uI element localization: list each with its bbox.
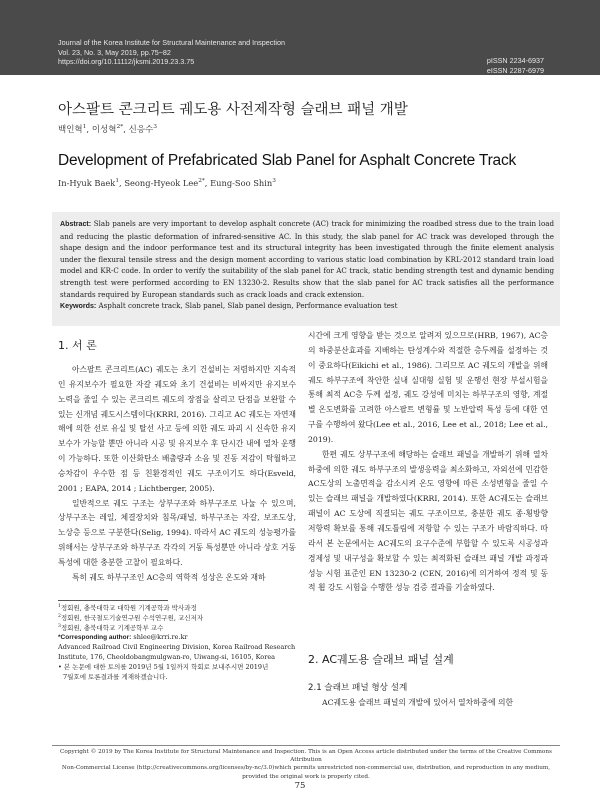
footnote-1 xyxy=(58,604,298,614)
copyright-line: Copyright © 2019 by The Korea Institute for Structural Maintenance and Inspection. This is an Open Access article distributed under the terms of the Creative Commons Attribution xyxy=(60,749,552,764)
footnote-3 xyxy=(58,624,298,634)
fn-mark: 2 xyxy=(58,613,61,619)
pissn: pISSN 2234-6937 xyxy=(486,56,544,65)
author-ko-1-sup: 1 xyxy=(82,123,87,131)
abstract-label: Abstract: xyxy=(60,220,92,228)
english-authors xyxy=(58,178,276,188)
journal-volume: Vol. 23, No. 3, May 2019, pp.75~82 xyxy=(58,47,171,57)
left-column xyxy=(58,363,296,586)
corr-email-link[interactable]: shlee@krri.re.kr xyxy=(131,633,188,642)
page-number: 75 xyxy=(294,781,306,791)
author-en-3: Eung-Soo Shin xyxy=(210,178,273,188)
paragraph: 특히 궤도 하부구조인 AC층의 역학적 성상은 온도와 재하 xyxy=(72,572,266,582)
paragraph: 시간에 크게 영향을 받는 것으로 알려져 있으므로(HRB, 1967), AC층의 하중분산효과를 지배하는 탄성계수와 적절한 층두께를 설정하는 것이 중요하다(Eikichi et al., 1986). 그리므로 AC 궤도의 개발을 위해 궤도 하부구조에 착안한 실내 실대형 실험 및 운행선 현장 부설시험을 통해 최적 AC층 두께 설정, 궤도 강성에 미치는 하부구조의 영향, 계절별 온도변화를 고려한 아스팔트 변형률 및 노반압력 특성 등에 대한 연구를 수행하여 왔다(Lee et al., 2016, Lee et al., 2018; Lee et al., 2019). xyxy=(308,331,548,444)
english-title: Development of Prefabricated Slab Panel for Asphalt Concrete Track xyxy=(58,152,517,169)
paragraph: 한편 궤도 상부구조에 해당하는 슬래브 패널을 개발하기 위해 열차 하중에 의한 궤도 하부구조의 발생응력을 최소화하고, 자외선에 민감한 AC도상의 노출면적을 감소시켜 온도 영향에 따른 소성변형을 줄일 수 있는 슬래브 패널을 개발하였다(KRRI, 2014). 또한 AC궤도는 슬래브 패널이 AC 도상에 직결되는 궤도 구조이므로, 충분한 궤도 종·횡방향 저항력 확보를 통해 궤도틀림에 저항할 수 있는 구조가 바람직하다. 따라서 본 논문에서는 AC궤도의 요구수준에 부합할 수 있도록 시공성과 경제성 및 내구성을 확보할 수 있는 최적화된 슬래브 패널 개발 과정과 성능 시험 표준인 EN 13230-2 (CEN, 2016)에 의거하여 정적 및 동적 휨 강도 시험을 수행한 성능 검증 결과를 기술하였다. xyxy=(308,449,548,593)
abstract-body: Slab panels are very important to develop asphalt concrete (AC) track for minimizing the roadbed stress due to the train load and reducing the plastic deformation of infrared-sensitive AC. In this study, the slab panel for AC track was developed through the shape design and the indoor performance test and its structural integrity has been investigated through the finite element analysis under the flexural tensile stress and the design moment according to various static load combination by KRL-2012 standard train load model and KR-C code. In order to verify the suitability of the slab panel for AC track, static bending strength test and dynamic bending strength test were performed according to EN 13230-2. Results show that the slab panel for AC track satisfies all the performance standards required by European standards such as crack loads and crack extension. xyxy=(60,219,554,299)
author-en-2-sup: 2* xyxy=(198,178,205,185)
author-en-1: In-Hyuk Baek xyxy=(58,178,116,188)
sep: , xyxy=(86,125,92,135)
address-line-1: Advanced Railroad Civil Engineering Division, Korea Railroad Research xyxy=(58,643,296,652)
eissn: eISSN 2287-6979 xyxy=(486,65,544,75)
korean-authors xyxy=(58,123,157,135)
copyright-line: Non-Commercial License (http://creativecommons.org/licenses/by-nc/3.0)which permits unrestricted non-commercial use, distribution, and reproduction in any medium, xyxy=(61,765,551,772)
sep: , xyxy=(123,125,129,135)
corresponding-author xyxy=(58,633,298,643)
section-1-heading: 1. 서 론 xyxy=(58,339,97,352)
author-ko-1: 백인혁 xyxy=(58,125,83,135)
keywords xyxy=(60,300,554,312)
discussion-note-2: 7월호에 토론결과를 게재하겠습니다. xyxy=(63,672,168,681)
footnote-2 xyxy=(58,614,298,624)
keywords-body: Asphalt concrete track, Slab panel, Slab panel design, Performance evaluation test xyxy=(98,301,398,310)
author-ko-2-sup: 2* xyxy=(116,123,124,131)
corr-label: *Corresponding author: xyxy=(58,634,132,642)
paragraph: 아스팔트 콘크리트(AC) 궤도는 초기 건설비는 저렴하지만 지속적인 유지보수가 필요한 자갈 궤도와 초기 건설비는 비싸지만 유지보수 노력을 줄일 수 있는 콘크리트 궤도의 장점을 살리고 단점을 보완할 수 있는 신개념 궤도시스템이다(KRRI, 2016). 그리고 AC 궤도는 자연재해에 의한 선로 유실 및 탈선 사고 등에 의한 궤도 파괴 시 신속한 유지보수가 가능할 뿐만 아니라 시공 및 유지보수 후 단시간 내에 열차 운행이 가능하다. 또한 이산화탄소 배출량과 소음 및 진동 저감이 탁월하고 승차감이 우수한 점 등 친환경적인 궤도 구조이기도 하다(Esveld, 2001 ; EAPA, 2014 ; Lichtberger, 2005). xyxy=(58,365,296,493)
korean-title: 아스팔트 콘크리트 궤도용 사전제작형 슬래브 패널 개발 xyxy=(58,102,408,118)
address-line-2: Institute, 176, Cheoldobangmulgwan-ro, Uiwang-si, 16105, Korea xyxy=(58,652,276,661)
author-ko-2: 이성혁 xyxy=(91,125,117,135)
copyright-divider xyxy=(52,745,560,746)
fn-text: 정회원, 충북대학교 대학원 기계공학과 박사과정 xyxy=(60,604,197,612)
discussion-note-1: • 본 논문에 대한 토의를 2019년 5월 1일까지 학회로 보내주시면 2019년 xyxy=(58,662,269,671)
author-en-2: Seong-Hyeok Lee xyxy=(124,178,199,188)
author-en-3-sup: 3 xyxy=(272,178,276,185)
issn-info xyxy=(487,56,544,75)
copyright-notice xyxy=(52,748,560,781)
fn-text: 정회원, 한국철도기술연구원 수석연구원, 교신저자 xyxy=(60,613,204,622)
subsection-2-1-heading: 2.1 슬래브 패널 형상 설계 xyxy=(308,683,408,693)
journal-name: Journal of the Korea Institute for Structural Maintenance and Inspection xyxy=(58,38,285,47)
author-ko-3: 신응수 xyxy=(128,125,154,135)
sep: , xyxy=(119,178,125,188)
footnotes xyxy=(58,604,298,682)
author-en-1-sup: 1 xyxy=(115,178,120,185)
journal-doi-link[interactable]: https://doi.org/10.11112/jksmi.2019.23.3.75 xyxy=(58,57,195,66)
abstract xyxy=(60,218,554,300)
right-column xyxy=(308,329,548,596)
paragraph: 일반적으로 궤도 구조는 상부구조와 하부구조로 나눌 수 있으며, 상부구조는 레일, 체결장치와 침목/패널, 하부구조는 자갈, 보조도상, 노상층 등으로 구분한다(Selig, 1994). 따라서 AC 궤도의 성능평가를 위해서는 상부구조와 하부구조 각각의 거동 특성뿐만 아니라 상호 거동특성에 대한 충분한 고찰이 필요하다. xyxy=(58,498,296,567)
journal-info xyxy=(58,38,285,67)
paragraph: AC궤도용 슬래브 패널의 개발에 있어서 열차하중에 의한 xyxy=(322,698,514,707)
copyright-line: provided the original work is properly cited. xyxy=(242,773,370,780)
sep: , xyxy=(204,178,211,188)
section-2-heading: 2. AC궤도용 슬래브 패널 설계 xyxy=(308,653,454,666)
keywords-label: Keywords: xyxy=(60,302,97,310)
fn-mark: 3 xyxy=(58,623,61,629)
fn-mark: 1 xyxy=(58,603,61,609)
author-ko-3-sup: 3 xyxy=(153,123,158,131)
footnote-divider xyxy=(58,600,168,601)
fn-text: 정회원, 충북대학교 기계공학부 교수 xyxy=(60,623,164,632)
